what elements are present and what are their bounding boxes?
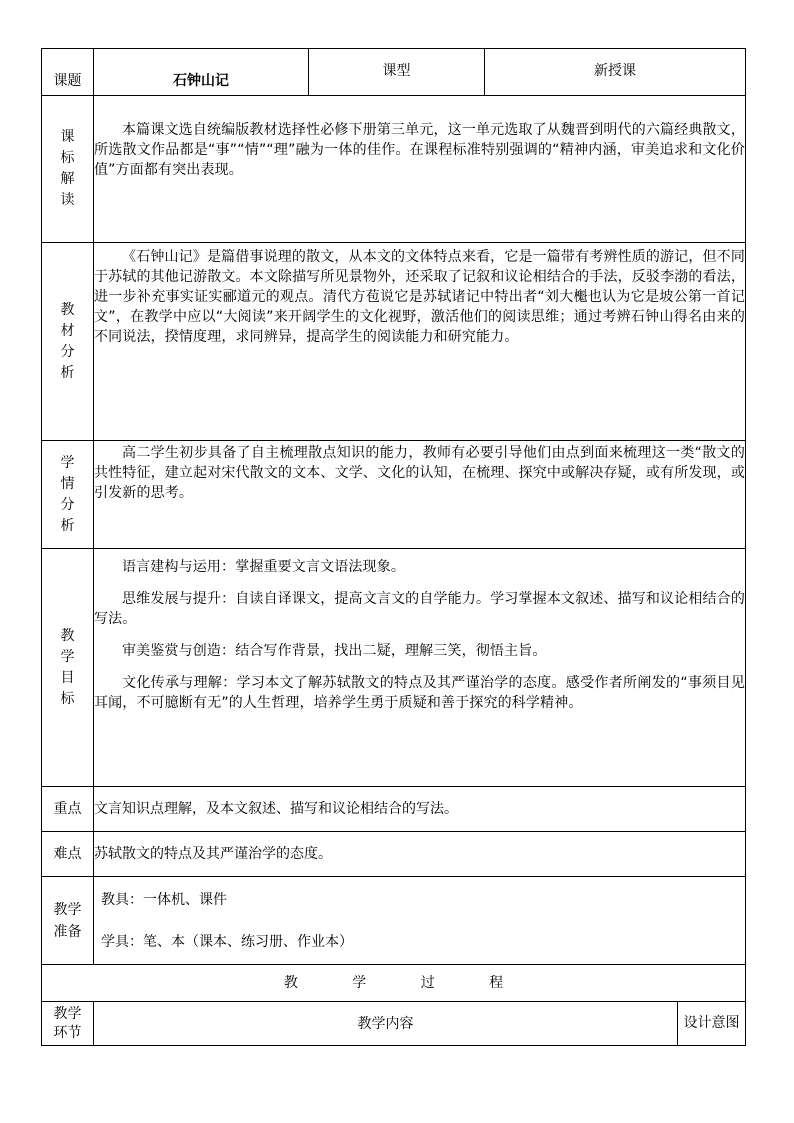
goal-item: 文化传承与理解：学习本文了解苏轼散文的特点及其严谨治学的态度。感受作者所阐发的“事须目见耳闻，不可臆断有无”的人生哲理，培养学生勇于质疑和善于探究的科学精神。 bbox=[94, 675, 745, 711]
content-column-header: 教学内容 bbox=[94, 1002, 678, 1046]
key-point-text: 文言知识点理解，及本文叙述、描写和议论相结合的写法。 bbox=[94, 787, 746, 832]
process-title-char: 过 bbox=[420, 975, 435, 991]
goal-item: 思维发展与提升：自读自译课文，提高文言文的自学能力。学习掌握本文叙述、描写和议论相结合的写法。 bbox=[94, 591, 745, 627]
student-tools: 学具：笔、本（课本、练习册、作业本） bbox=[101, 933, 353, 950]
type-value: 新授课 bbox=[485, 49, 746, 96]
preparation-label-cell bbox=[42, 877, 94, 965]
goals-label-cell bbox=[42, 549, 94, 787]
curriculum-cell bbox=[94, 96, 746, 243]
textbook-label-cell bbox=[42, 243, 94, 441]
preparation-label: 教学准备 bbox=[53, 901, 82, 940]
difficulty-label: 难点 bbox=[42, 832, 94, 877]
process-title-char: 学 bbox=[352, 975, 367, 991]
students-row bbox=[42, 441, 746, 549]
stage-column-header-cell bbox=[42, 1002, 94, 1046]
lesson-plan-table bbox=[41, 48, 746, 1046]
process-title bbox=[42, 965, 746, 1002]
process-header-row bbox=[42, 1002, 746, 1046]
students-label-cell bbox=[42, 441, 94, 549]
header-row bbox=[42, 49, 746, 96]
goal-item: 语言建构与运用：掌握重要文言文语法现象。 bbox=[122, 559, 405, 575]
stage-column-header: 教学环节 bbox=[53, 1005, 82, 1041]
preparation-row bbox=[42, 877, 746, 965]
process-title-char: 教 bbox=[283, 975, 298, 991]
curriculum-text: 本篇课文选自统编版教材选择性必修下册第三单元，这一单元选取了从魏晋到明代的六篇经典散文，所选散文作品都是“事”“情”“理”融为一体的佳作。在课程标准特别强调的“精神内涵，审美追求和文化价值”方面都有突出表现。 bbox=[94, 122, 745, 178]
process-title-char: 程 bbox=[489, 975, 504, 991]
design-column-header: 设计意图 bbox=[678, 1002, 746, 1046]
preparation-cell bbox=[94, 877, 746, 965]
key-point-row bbox=[42, 787, 746, 832]
textbook-row bbox=[42, 243, 746, 441]
goals-cell bbox=[94, 549, 746, 787]
goals-row bbox=[42, 549, 746, 787]
difficulty-row bbox=[42, 832, 746, 877]
key-point-label: 重点 bbox=[42, 787, 94, 832]
students-text: 高二学生初步具备了自主梳理散点知识的能力，教师有必要引导他们由点到面来梳理这一类“散文的共性特征，建立起对宋代散文的文本、文学、文化的认知，在梳理、探究中或解决存疑，或有所发现，或引发新的思考。 bbox=[94, 445, 745, 501]
curriculum-label: 课标解读 bbox=[60, 129, 75, 208]
students-label: 学情分析 bbox=[60, 454, 75, 534]
topic-label: 课题 bbox=[42, 49, 94, 96]
textbook-text: 《石钟山记》是篇借事说理的散文，从本文的文体特点来看，它是一篇带有考辨性质的游记，但不同于苏轼的其他记游散文。本文除描写所见景物外，还采取了记叙和议论相结合的手法，反驳李渤的看法，进一步补充事实证实郦道元的观点。清代方苞说它是苏轼诸记中特出者“刘大櫆也认为它是坡公第一首记文”，在教学中应以“大阅读”来开阔学生的文化视野，激活他们的阅读思维；通过考辨石钟山得名由来的不同说法，揆情度理，求同辨异，提高学生的阅读能力和研究能力。 bbox=[94, 249, 745, 345]
goal-item: 审美鉴赏与创造：结合写作背景，找出二疑，理解三笑，彻悟主旨。 bbox=[122, 643, 547, 659]
type-label: 课型 bbox=[309, 49, 485, 96]
students-cell bbox=[94, 441, 746, 549]
teacher-tools: 教具：一体机、课件 bbox=[101, 891, 227, 908]
curriculum-row bbox=[42, 96, 746, 243]
goals-label: 教学目标 bbox=[60, 627, 75, 707]
textbook-cell bbox=[94, 243, 746, 441]
difficulty-text: 苏轼散文的特点及其严谨治学的态度。 bbox=[94, 832, 746, 877]
textbook-label: 教材分析 bbox=[60, 301, 75, 381]
topic-value: 石钟山记 bbox=[94, 49, 309, 96]
curriculum-label-cell bbox=[42, 96, 94, 243]
process-title-row bbox=[42, 965, 746, 1002]
